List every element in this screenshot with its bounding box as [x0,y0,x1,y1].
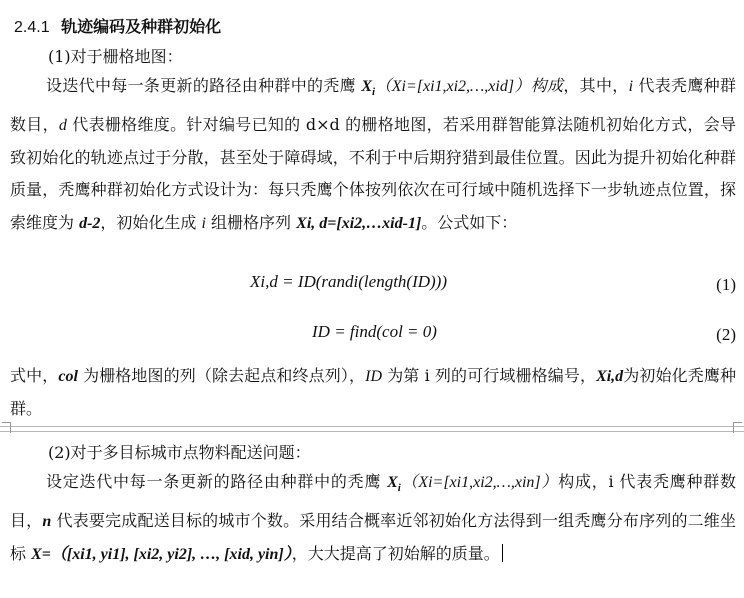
crop-mark-right [733,422,742,433]
part1-tail-paragraph: 式中，col 为栅格地图的列（除去起点和终点列），ID 为第 i 列的可行域栅格编号，Xi,d为初始化秃鹰种群。 [10,366,736,419]
equation-1-number: (1) [716,275,736,294]
part1-heading: (1)对于栅格地图： [48,47,183,66]
xi-symbol: $X_i$ [361,78,376,99]
xi-symbol-2: $X_i$ [387,474,401,495]
equation-2-number: (2) [716,325,736,344]
part1-paragraph: 设迭代中每一条更新的路径由种群中的秃鹰 $X_i(Xi=[xi1,xi2,\dots,xid])$构成，其中，i 代表秃鹰种群数目，d 代表栅格维度。针对编号已知的 d×d 的栅格地图，若采用群智能算法随机初始化方式，会导致初始化的轨迹点过于分散，甚至处于障碍域，不利于中后期狩猎到最佳位置。因此为提升初始化种群质量，秃鹰种群初始化方式设计为：每只秃鹰个体按列依次在可行域中随机选择下一步轨迹点位置，探索维度为 d-2，初始化生成 i 组栅格序列 Xi, d=[xi2,…xid-1]。公式如下： [10,76,736,232]
part2-paragraph[interactable]: 设定迭代中每一条更新的路径由种群中的秃鹰 $X_i(Xi=[xi1,xi2,\dots,xin])$构成，i 代表秃鹰种群数目，n 代表要完成配送目标的城市个数。采用结合概率近邻初始化方法得到一组秃鹰分布序列的二维坐标 X=（[xi1, yi1], [xi2, yi2], …, [xid, yin]），大大提高了初始解的质量。 [10,472,736,563]
section-number: 2.4.1 [14,19,50,36]
equation-2: ID = find(col = 0) [312,322,437,341]
section-heading [14,14,221,37]
part2-heading: (2)对于多目标城市点物料配送问题： [48,443,311,462]
crop-mark-left [2,422,11,433]
equation-1: Xi,d = ID(randi(length(ID))) [250,272,448,291]
text-cursor [502,544,503,562]
section-title: 轨迹编码及种群初始化 [61,17,222,36]
page-break-divider [0,426,744,432]
